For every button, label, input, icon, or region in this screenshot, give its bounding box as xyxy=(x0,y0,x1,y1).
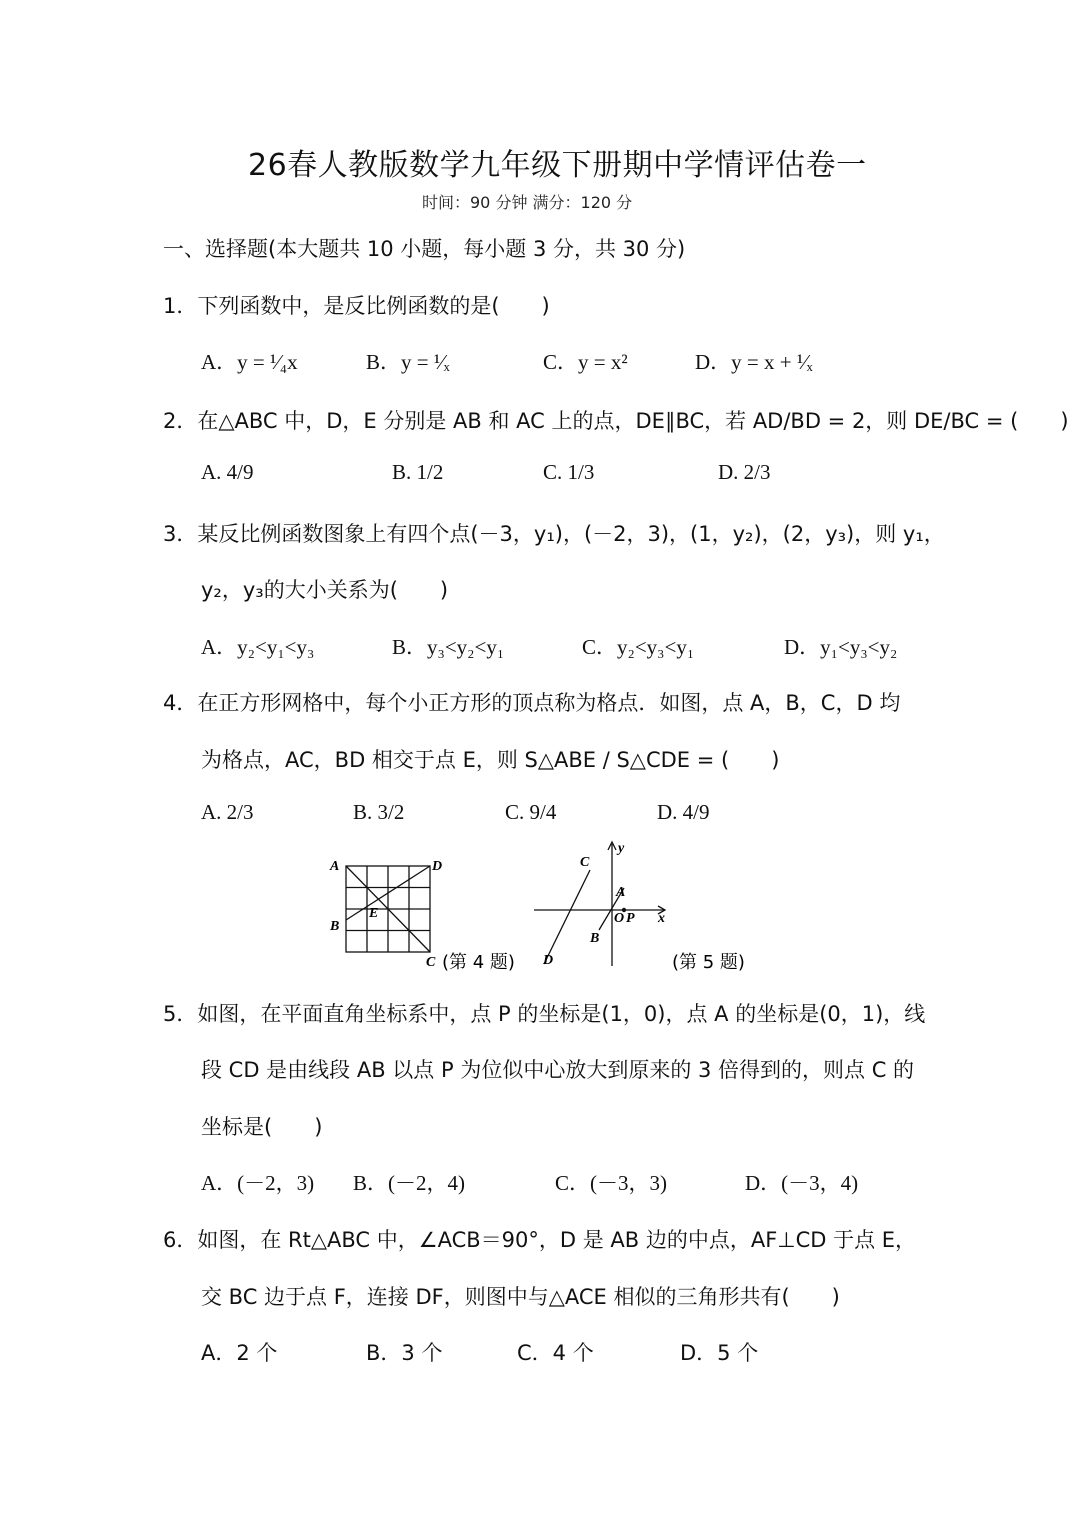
fig4-label-d: D xyxy=(432,859,443,874)
fig4-label-c: C xyxy=(426,955,436,970)
q2-stem: 2．在△ABC 中，D，E 分别是 AB 和 AC 上的点，DE∥BC，若 AD/BD = 2，则 DE/BC = ( ) xyxy=(163,409,1069,433)
section-heading: 一、选择题(本大题共 10 小题，每小题 3 分，共 30 分) xyxy=(163,237,686,261)
q4-option-b: B. 3/2 xyxy=(353,800,405,824)
fig5-label-p: P xyxy=(626,911,635,926)
q6-line2: 交 BC 边于点 F，连接 DF，则图中与△ACE 相似的三角形共有( ) xyxy=(201,1285,840,1309)
q3-line1: 3．某反比例函数图象上有四个点(－3，y₁)，(－2，3)，(1，y₂)，(2，y₃)，则 y₁， xyxy=(163,522,945,546)
fig5-label-b: B xyxy=(590,931,600,946)
fig5-label-c: C xyxy=(580,855,590,870)
q4-line1: 4．在正方形网格中，每个小正方形的顶点称为格点．如图，点 A，B，C，D 均 xyxy=(163,691,901,715)
q5-option-d: D．(－3，4) xyxy=(745,1171,859,1195)
q6-option-c: C．4 个 xyxy=(517,1341,594,1365)
fig5-label-x: x xyxy=(658,911,665,926)
fig5-caption: (第 5 题) xyxy=(672,952,745,973)
fig4-caption: (第 4 题) xyxy=(442,952,515,973)
q1-option-d: D．y = x + ¹⁄ₓ xyxy=(695,350,813,374)
q4-option-c: C. 9/4 xyxy=(505,800,557,824)
q5-option-a: A．(－2，3) xyxy=(201,1171,315,1195)
fig5-label-d: D xyxy=(543,953,554,968)
q3-option-c: C．y₂<y₃<y₁ xyxy=(582,635,695,659)
fig4-label-e: E xyxy=(369,906,379,921)
q5-line2: 段 CD 是由线段 AB 以点 P 为位似中心放大到原来的 3 倍得到的，则点 C 的 xyxy=(201,1058,915,1082)
q5-line1: 5．如图，在平面直角坐标系中，点 P 的坐标是(1，0)，点 A 的坐标是(0，1)，线 xyxy=(163,1002,926,1026)
fig5-label-a: A xyxy=(616,885,626,900)
q3-option-a: A．y₂<y₁<y₃ xyxy=(201,635,315,659)
q2-option-b: B. 1/2 xyxy=(392,460,444,484)
q6-option-d: D．5 个 xyxy=(680,1341,759,1365)
q3-line2: y₂，y₃的大小关系为( ) xyxy=(201,578,449,602)
q1-option-a: A．y = ¹⁄₄x xyxy=(201,350,298,374)
q4-line2: 为格点，AC，BD 相交于点 E，则 S△ABE / S△CDE = ( ) xyxy=(201,748,780,772)
q5-option-c: C．(－3，3) xyxy=(555,1171,667,1195)
q2-option-a: A. 4/9 xyxy=(201,460,254,484)
figure-q5-coordinates xyxy=(528,838,768,980)
q2-option-c: C. 1/3 xyxy=(543,460,595,484)
fig4-label-b: B xyxy=(330,919,340,934)
q1-option-c: C．y = x² xyxy=(543,350,628,374)
q6-option-b: B．3 个 xyxy=(366,1341,443,1365)
q5-option-b: B．(－2，4) xyxy=(353,1171,465,1195)
q2-option-d: D. 2/3 xyxy=(718,460,771,484)
q4-option-a: A. 2/3 xyxy=(201,800,254,824)
exam-meta: 时间：90 分钟 满分：120 分 xyxy=(422,193,633,212)
q1-stem: 1．下列函数中，是反比例函数的是( ) xyxy=(163,294,550,318)
q3-option-d: D．y₁<y₃<y₂ xyxy=(784,635,898,659)
q1-option-b: B．y = ¹⁄ₓ xyxy=(366,350,450,374)
fig4-label-a: A xyxy=(330,859,340,874)
q4-option-d: D. 4/9 xyxy=(657,800,710,824)
figure-q4-grid xyxy=(322,846,552,976)
page-title: 26春人教版数学九年级下册期中学情评估卷一 xyxy=(248,148,867,183)
fig5-label-o: O xyxy=(614,911,625,926)
q6-line1: 6．如图，在 Rt△ABC 中，∠ACB＝90°，D 是 AB 边的中点，AF⊥CD 于点 E， xyxy=(163,1228,917,1252)
q5-line3: 坐标是( ) xyxy=(201,1115,323,1139)
q3-option-b: B．y₃<y₂<y₁ xyxy=(392,635,505,659)
fig5-label-y: y xyxy=(618,841,625,856)
q6-option-a: A．2 个 xyxy=(201,1341,278,1365)
